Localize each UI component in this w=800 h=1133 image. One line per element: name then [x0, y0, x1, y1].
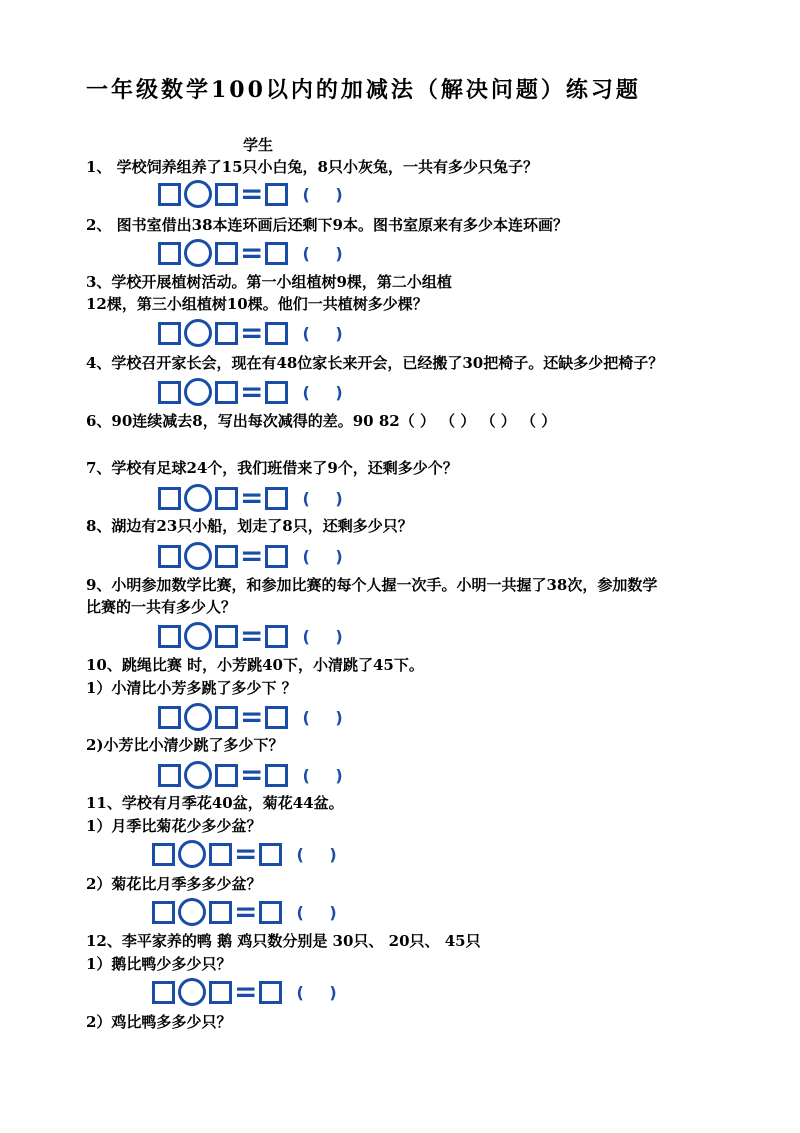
unit-parentheses: ( ) — [302, 546, 353, 566]
question-line: 3、学校开展植树活动。第一小组植树9棵，第二小组植 — [86, 273, 452, 291]
unit-parentheses: ( ) — [296, 844, 347, 864]
equals-sign: = — [234, 975, 258, 1008]
answer-box[interactable] — [259, 981, 282, 1004]
equals-sign: = — [234, 895, 258, 928]
operator-circle[interactable] — [184, 319, 212, 347]
question-line: 7、学校有足球24个，我们班借来了9个，还剩多少个？ — [86, 459, 458, 477]
answer-box[interactable] — [265, 764, 288, 787]
unit-parentheses: ( ) — [302, 184, 353, 204]
answer-template — [158, 375, 353, 408]
answer-box[interactable] — [265, 625, 288, 648]
answer-template — [152, 837, 347, 870]
answer-template — [158, 177, 353, 210]
unit-parentheses: ( ) — [302, 765, 353, 785]
answer-box[interactable] — [265, 381, 288, 404]
answer-box[interactable] — [152, 901, 175, 924]
page-title: 一年级数学100以内的加减法（解决问题）练习题 — [86, 77, 641, 103]
answer-box[interactable] — [215, 322, 238, 345]
question-line: 6、90连续减去8，写出每次减得的差。90 82（ ） （ ） （ ） （ ） — [86, 412, 557, 430]
answer-box[interactable] — [158, 545, 181, 568]
equals-sign: = — [240, 758, 264, 791]
operator-circle[interactable] — [184, 484, 212, 512]
answer-box[interactable] — [265, 242, 288, 265]
answer-box[interactable] — [265, 322, 288, 345]
operator-circle[interactable] — [184, 542, 212, 570]
question-line: 9、小明参加数学比赛，和参加比赛的每个人握一次手。小明一共握了38次，参加数学 — [86, 576, 658, 594]
question-line: 比赛的一共有多少人？ — [86, 598, 237, 616]
answer-template — [158, 236, 353, 269]
answer-box[interactable] — [265, 183, 288, 206]
answer-template — [158, 316, 353, 349]
question-line: 8、湖边有23只小船，划走了8只，还剩多少只？ — [86, 517, 413, 535]
equals-sign: = — [240, 539, 264, 572]
answer-box[interactable] — [265, 487, 288, 510]
answer-template — [158, 758, 353, 791]
question-line: 11、学校有月季花40盆，菊花44盆。 — [86, 794, 344, 812]
answer-box[interactable] — [209, 981, 232, 1004]
question-line: 1、 学校饲养组养了15只小白兔，8只小灰兔，一共有多少只兔子？ — [86, 158, 538, 176]
answer-box[interactable] — [158, 706, 181, 729]
answer-box[interactable] — [158, 764, 181, 787]
answer-box[interactable] — [215, 706, 238, 729]
operator-circle[interactable] — [178, 978, 206, 1006]
answer-box[interactable] — [215, 625, 238, 648]
operator-circle[interactable] — [184, 703, 212, 731]
equals-sign: = — [240, 700, 264, 733]
operator-circle[interactable] — [178, 840, 206, 868]
answer-box[interactable] — [265, 706, 288, 729]
operator-circle[interactable] — [178, 898, 206, 926]
question-line: 1）月季比菊花少多少盆？ — [86, 817, 262, 835]
answer-box[interactable] — [152, 981, 175, 1004]
equals-sign: = — [240, 316, 264, 349]
question-line: 12、李平家养的鸭 鹅 鸡只数分别是 30只、 20只、 45只 — [86, 932, 481, 950]
question-line: 10、跳绳比赛 时，小芳跳40下，小清跳了45下。 — [86, 656, 424, 674]
answer-box[interactable] — [215, 764, 238, 787]
operator-circle[interactable] — [184, 378, 212, 406]
answer-box[interactable] — [215, 242, 238, 265]
question-line: 2)小芳比小清少跳了多少下？ — [86, 736, 284, 754]
answer-template — [158, 481, 353, 514]
answer-template — [158, 700, 353, 733]
question-line: 2）菊花比月季多多少盆？ — [86, 875, 262, 893]
operator-circle[interactable] — [184, 239, 212, 267]
answer-box[interactable] — [158, 242, 181, 265]
unit-parentheses: ( ) — [296, 982, 347, 1002]
operator-circle[interactable] — [184, 761, 212, 789]
question-line: 4、学校召开家长会，现在有48位家长来开会，已经搬了30把椅子。还缺多少把椅子？ — [86, 354, 664, 372]
unit-parentheses: ( ) — [296, 902, 347, 922]
answer-box[interactable] — [209, 843, 232, 866]
student-label: 学生 — [243, 136, 274, 154]
equals-sign: = — [240, 619, 264, 652]
equals-sign: = — [240, 236, 264, 269]
answer-box[interactable] — [158, 183, 181, 206]
unit-parentheses: ( ) — [302, 323, 353, 343]
answer-template — [152, 975, 347, 1008]
equals-sign: = — [240, 177, 264, 210]
unit-parentheses: ( ) — [302, 626, 353, 646]
answer-template — [158, 619, 353, 652]
answer-box[interactable] — [259, 843, 282, 866]
answer-template — [158, 539, 353, 572]
question-line: 1）鹅比鸭少多少只？ — [86, 955, 232, 973]
answer-box[interactable] — [215, 487, 238, 510]
answer-box[interactable] — [158, 487, 181, 510]
question-line: 2、 图书室借出38本连环画后还剩下9本。图书室原来有多少本连环画？ — [86, 216, 568, 234]
question-line: 1）小清比小芳多跳了多少下 ？ — [86, 679, 297, 697]
equals-sign: = — [240, 375, 264, 408]
question-line: 2）鸡比鸭多多少只？ — [86, 1013, 232, 1031]
answer-box[interactable] — [215, 381, 238, 404]
answer-box[interactable] — [158, 625, 181, 648]
answer-box[interactable] — [209, 901, 232, 924]
answer-box[interactable] — [259, 901, 282, 924]
answer-box[interactable] — [265, 545, 288, 568]
unit-parentheses: ( ) — [302, 488, 353, 508]
equals-sign: = — [234, 837, 258, 870]
answer-box[interactable] — [215, 545, 238, 568]
answer-box[interactable] — [152, 843, 175, 866]
unit-parentheses: ( ) — [302, 382, 353, 402]
operator-circle[interactable] — [184, 180, 212, 208]
equals-sign: = — [240, 481, 264, 514]
answer-template — [152, 895, 347, 928]
answer-box[interactable] — [215, 183, 238, 206]
operator-circle[interactable] — [184, 622, 212, 650]
unit-parentheses: ( ) — [302, 243, 353, 263]
answer-box[interactable] — [158, 381, 181, 404]
answer-box[interactable] — [158, 322, 181, 345]
question-line: 12棵，第三小组植树10棵。他们一共植树多少棵？ — [86, 295, 428, 313]
unit-parentheses: ( ) — [302, 707, 353, 727]
